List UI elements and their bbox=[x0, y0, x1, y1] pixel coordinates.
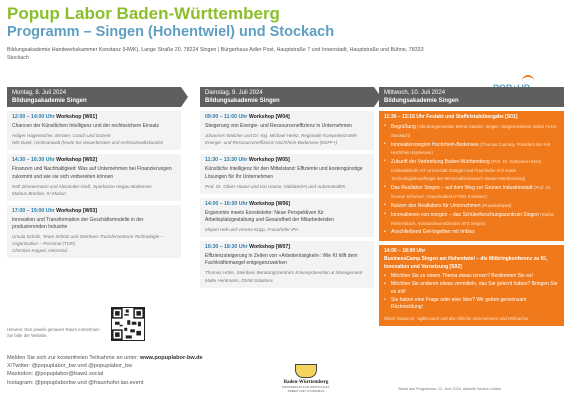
slot-workshop: Workshop [W02] bbox=[56, 157, 97, 164]
day-venue: Bildungsakademie Singen bbox=[12, 98, 87, 104]
room-hint: Hinweis: Den jeweils genauen Raum entnehmen Sie bitte der Website. bbox=[7, 327, 100, 338]
day-date: Dienstag, 9. Juli 2024 bbox=[205, 90, 263, 96]
instagram-line: Instagram: @popuplaborbw und @fraunhofer.iao.event bbox=[7, 379, 144, 386]
slot-description: Chancen der Künstlichen Intelligenz und der rechtssichere Einsatz bbox=[12, 123, 160, 130]
slot-description: Innovation und Transformation der Geschäftsmodelle in der produzierenden Industrie bbox=[12, 216, 144, 231]
list-item: • Sie haben eine Frage oder eine Idee? Wir geben gemeinsam Rückmeldung! bbox=[384, 297, 559, 312]
day-venue: Bildungsakademie Singen bbox=[384, 98, 459, 104]
day-header bbox=[7, 87, 181, 107]
mastodon-line: Mastodon: @popuplabor@bawü.social bbox=[7, 371, 104, 378]
bw-crest-icon bbox=[295, 364, 317, 378]
page-subtitle: Programm – Singen (Hohentwiel) und Stockach bbox=[7, 24, 335, 40]
list-item: • Innovationsregion Hochrhein-Bodensee (Thomas Conrady, Präsident der IHK Hochrhein-Bodensee) bbox=[384, 141, 559, 158]
slot-workshop: Workshop [W04] bbox=[248, 114, 290, 120]
workshop-slot bbox=[200, 111, 374, 150]
slot-time: 16:30 – 18:30 Uhr bbox=[205, 244, 248, 251]
slot-description: Finanzen und Nachhaltigkeit: Was auf Unternehmen bei Finanzierungen zukommt und wie sie sich vorbereiten können bbox=[12, 166, 172, 180]
slot-workshop: Workshop [W03] bbox=[56, 207, 97, 214]
block-time: 14:00 – 18:00 Uhr bbox=[384, 248, 426, 255]
workshop-slot bbox=[7, 111, 181, 150]
footer-info bbox=[7, 354, 267, 387]
festakt-list bbox=[384, 123, 559, 236]
businesscamp-block bbox=[379, 245, 564, 326]
workshop-slot bbox=[7, 205, 181, 259]
slot-description: Effizienzsteigerung in Zeiten von »Arbeiterlosigkeit«: Wie KI hilft dem Fachkräftemangel entgegenzuwirken bbox=[205, 253, 358, 267]
slot-speakers: Holger Hagenlocher, Berater, Coach und Dozent Nils Dank, rechtsanwalt (heute bei steuerberater und rechtsanwaltskanzlei bbox=[12, 133, 163, 146]
slot-time: 14:30 – 16:30 Uhr bbox=[12, 157, 55, 164]
day-header bbox=[379, 87, 564, 107]
day-header bbox=[200, 87, 374, 107]
workshop-slot bbox=[200, 241, 374, 287]
block-title: Festakt und Staffelstabübergabe [S01] bbox=[426, 114, 518, 120]
program-date-stamp: Stand des Programms: 12. Juni 2024, aktuelle Version online. bbox=[398, 387, 502, 391]
day-venue: Bildungsakademie Singen bbox=[205, 98, 280, 104]
workshop-slot bbox=[200, 198, 374, 237]
slot-description: Steigerung von Energie- und Ressourceneffizienz in Unternehmen bbox=[205, 123, 352, 130]
block-time: 11:30 – 13:15 Uhr bbox=[384, 114, 425, 120]
slot-description: Ergonomie meets Exoskelette: Neue Perspektiven für Arbeitsplatzgestaltung und Gesundheit der Mitarbeitenden bbox=[205, 209, 334, 223]
slot-time: 09:00 – 11:00 Uhr bbox=[205, 114, 248, 120]
logo-arc-icon bbox=[522, 75, 534, 83]
slot-workshop: Workshop [W05] bbox=[248, 157, 290, 164]
workshop-slot bbox=[7, 154, 181, 200]
venue-address: Bildungsakademie Handwerkskammer Konstanz (HWK), Lange Straße 20, 78224 Singen | Bürgerhaus Adler Post, Hauptstraße 7 und Innenstadt, Hauptstraße und Bühne, 78333 Stockach bbox=[7, 47, 424, 61]
list-item: • Möchten Sie anderen etwas vermitteln, das Sie gelernt haben? Bringen Sie es mit! bbox=[384, 281, 559, 296]
list-item: • Das Reallabor Singen – auf dem Weg zur Grünen Industriestadt (Prof. Dr. Gunnar Schubert, Vizepräsident HTWG Konstanz) bbox=[384, 184, 559, 201]
list-item: • Nutzen des Reallabors für Unternehmen (Praxisbeispiel) bbox=[384, 202, 559, 210]
block-footer: Oliver Gausmel, 'agilEcoach und alle Ullrichs unternehmen und Mitmacher bbox=[384, 315, 529, 321]
list-item: • Anschließend Get-together mit Imbiss bbox=[384, 229, 559, 236]
slot-time: 12:00 – 14:00 Uhr bbox=[12, 114, 55, 120]
festakt-block bbox=[379, 111, 564, 241]
slot-workshop: Workshop [W07] bbox=[249, 244, 290, 251]
qr-code-icon[interactable] bbox=[111, 307, 145, 341]
day-column-wednesday bbox=[379, 87, 564, 326]
register-line: Melden Sie sich zur kostenfreien Teilnahme an unter: www.popuplabor-bw.de bbox=[7, 355, 203, 361]
day-column-monday bbox=[7, 87, 181, 258]
slot-speakers: Thomas Hörle, Steinbeis Beratungszentrum Krisenprävention & Management Malte Hentmann, DIVM Solutions bbox=[205, 270, 363, 283]
slot-time: 14:00 – 16:00 Uhr bbox=[205, 200, 248, 207]
slot-time: 11:30 – 13:30 Uhr bbox=[205, 157, 248, 164]
list-item: • Möchten Sie zu einem Thema etwas lernen? Bestimmen Sie es! bbox=[384, 273, 559, 280]
slot-workshop: Workshop [W01] bbox=[56, 114, 97, 120]
day-date: Montag, 8. Juli 2024 bbox=[12, 90, 67, 96]
slot-speakers: Ralf Zimmermann und Alexander Gieß, Sparkasse Hegau-Bodensee Markus Brücker, IV-Motion bbox=[12, 183, 152, 196]
register-link[interactable]: www.popuplabor-bw.de bbox=[139, 355, 203, 361]
slot-description: Künstliche Intelligenz für den Mittelstand: Effiziente und kostengünstige Lösungen für Ihr Unternehmen bbox=[205, 166, 363, 180]
slot-speakers: Mirjam Hell und Verena Kopp, Fraunhofer IPA bbox=[205, 227, 299, 233]
bw-ministry: MINISTERIUM FÜR WIRTSCHAFT, ARBEIT UND TOURISMUS bbox=[282, 385, 330, 393]
bw-ministry-logo bbox=[278, 364, 334, 398]
slot-speakers: Johannes Walcher und Dr.-Ing. Michael Heinz, Regionale Kompetenzstelle Energie- und Ressourceneffizienz Hochrhein-Bodensee (KEFF+) bbox=[205, 133, 357, 146]
day-column-tuesday bbox=[200, 87, 374, 288]
twitter-line: X/Twitter: @popuplabor_bw und @popuplabor_bw bbox=[7, 363, 133, 370]
slot-time: 17:00 – 19:00 Uhr bbox=[12, 207, 55, 214]
slot-workshop: Workshop [W06] bbox=[249, 200, 290, 207]
day-date: Mittwoch, 10. Juli 2024 bbox=[384, 90, 446, 96]
bw-name: Baden-Württemberg bbox=[283, 380, 329, 385]
list-item: • Innovationen von morgen – das Schülerforschungszentrum Singen (Stefan Rehnenbach, Vorstandsvorsitzender SFZ Singen) bbox=[384, 211, 559, 228]
slot-speakers: Prof. Dr. Oliver Haase und Kai Haase, ValidatedAI und AutomatedEK bbox=[205, 183, 346, 189]
slot-speakers: Ursula Scholz, Team Scholz und Steinbeis-Transferzentrum Technologie – Organisation – Personal (TOP) Christian Kuppel, Hectronic bbox=[12, 234, 163, 254]
businesscamp-list bbox=[384, 273, 559, 311]
list-item: • Begrüßung (Oberbürgermeister Bernd Häusler, Singen, Bürgermeisterin Isabel Fezer, Stockach) bbox=[384, 123, 559, 140]
block-title: BusinessCamp Singen am Hohentwiel – die Mitbringkonferenz zu KI, Innovation und Vernetzung [S02] bbox=[384, 256, 548, 270]
list-item: • Zukunft der Verbreitung Baden-Württemberg (Prof. Dr. Katharina Hölzle, Institutsleiterin IAT Universität Stuttgart und Fraunhofer IAO sowie Technologiebeauftragte der Wirtschaftsministerin Baden-Württemberg) bbox=[384, 158, 559, 183]
workshop-slot bbox=[200, 154, 374, 193]
page-title: Popup Labor Baden-Württemberg bbox=[7, 4, 280, 23]
